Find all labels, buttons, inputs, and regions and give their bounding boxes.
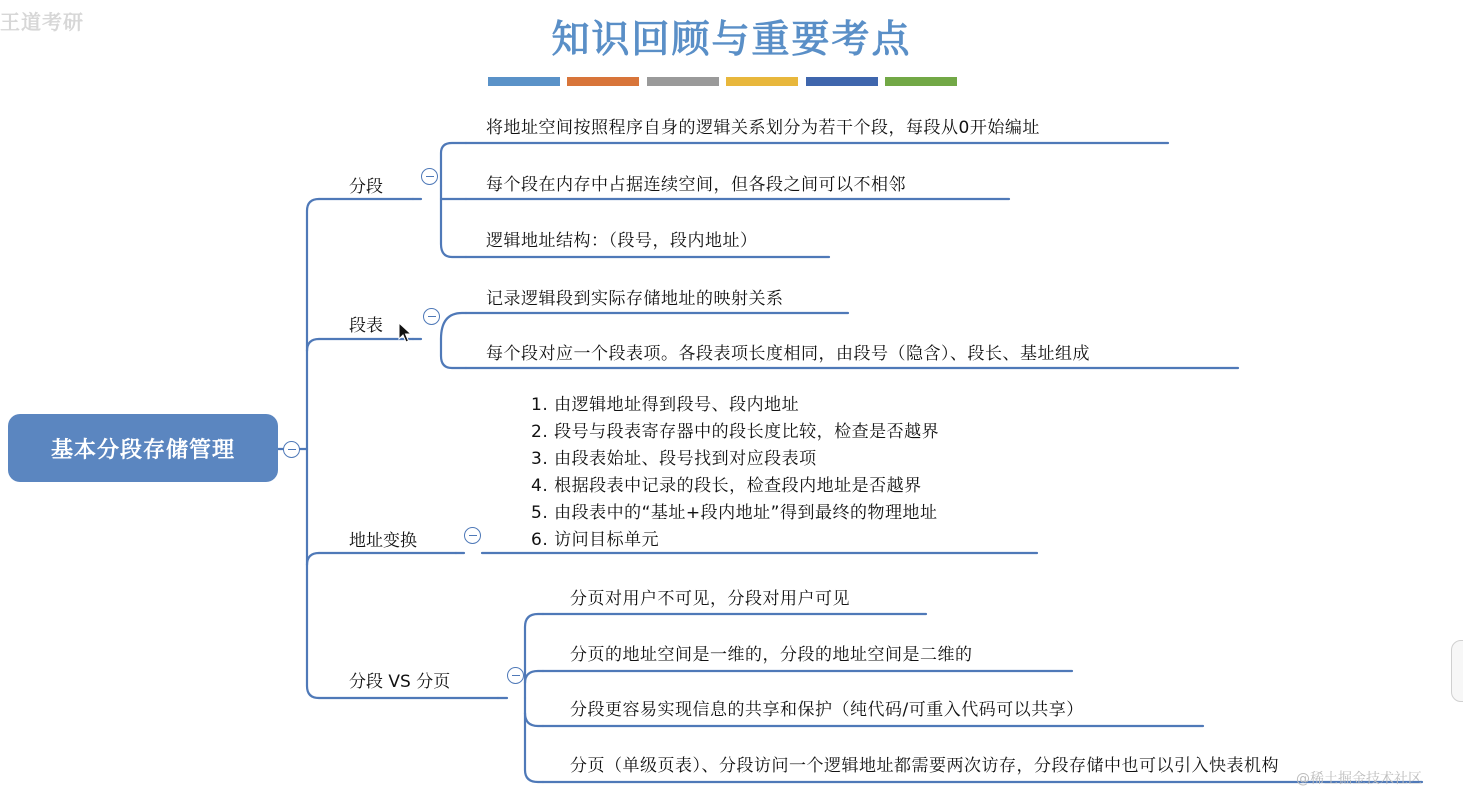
vs-bracket-3 (525, 713, 543, 726)
vs-bracket-bottom (525, 698, 543, 782)
vs-bracket-mid (525, 671, 543, 683)
vs-collapse-icon[interactable] (507, 667, 524, 684)
trunk-to-dizhibianhuan (307, 553, 319, 565)
branch-dizhibianhuan-label[interactable]: 地址变换 (349, 531, 417, 551)
fenduan-collapse-icon[interactable] (421, 168, 438, 185)
side-scroll-handle[interactable] (1451, 640, 1463, 702)
branch-duanbiao-label[interactable]: 段表 (349, 316, 383, 336)
fenduan-child-2: 每个段在内存中占据连续空间，但各段之间可以不相邻 (486, 175, 906, 195)
vs-child-4: 分页（单级页表）、分段访问一个逻辑地址都需要两次访存，分段存储中也可以引入快表机构 (570, 756, 1279, 776)
vs-child-1: 分页对用户不可见，分段对用户可见 (570, 589, 850, 609)
step-2: 2. 段号与段表寄存器中的段长度比较，检查是否越界 (531, 422, 940, 442)
main-trunk (307, 199, 319, 698)
step-3: 3. 由段表始址、段号找到对应段表项 (531, 449, 817, 469)
duanbiao-child-1: 记录逻辑段到实际存储地址的映射关系 (486, 289, 784, 309)
branch-fenduan-label[interactable]: 分段 (349, 177, 383, 197)
mouse-pointer-icon (398, 322, 412, 344)
fenduan-child-1: 将地址空间按照程序自身的逻辑关系划分为若干个段，每段从0开始编址 (486, 118, 1040, 138)
branch-vs-label[interactable]: 分段 VS 分页 (349, 672, 451, 692)
step-1: 1. 由逻辑地址得到段号、段内地址 (531, 395, 800, 415)
vs-child-3: 分段更容易实现信息的共享和保护（纯代码/可重入代码可以共享） (570, 700, 1084, 720)
root-node[interactable]: 基本分段存储管理 (8, 414, 278, 482)
bottom-right-watermark: @稀土掘金技术社区 (1296, 771, 1422, 787)
address-translation-steps (531, 392, 939, 554)
fenduan-bracket-lower (441, 186, 466, 257)
fenduan-child-3: 逻辑地址结构：（段号，段内地址） (486, 231, 758, 251)
vs-child-2: 分页的地址空间是一维的，分段的地址空间是二维的 (570, 645, 973, 665)
duanbiao-collapse-icon[interactable] (423, 308, 440, 325)
dizhibianhuan-collapse-icon[interactable] (464, 527, 481, 544)
slide-title: 知识回顾与重要考点 (551, 16, 912, 61)
step-4: 4. 根据段表中记录的段长，检查段内地址是否越界 (531, 476, 922, 496)
step-6: 6. 访问目标单元 (531, 530, 660, 550)
trunk-to-duanbiao (307, 339, 319, 351)
step-5: 5. 由段表中的“基址+段内地址”得到最终的物理地址 (531, 503, 938, 523)
duanbiao-child-2: 每个段对应一个段表项。各段表项长度相同，由段号（隐含）、段长、基址组成 (486, 344, 1090, 364)
vs-bracket-top (525, 614, 543, 698)
root-collapse-icon[interactable] (283, 441, 300, 458)
top-left-watermark: 王道考研 (0, 10, 84, 34)
fenduan-bracket (441, 143, 466, 186)
duanbiao-bracket-bottom (441, 339, 466, 368)
duanbiao-bracket-top (441, 313, 466, 339)
